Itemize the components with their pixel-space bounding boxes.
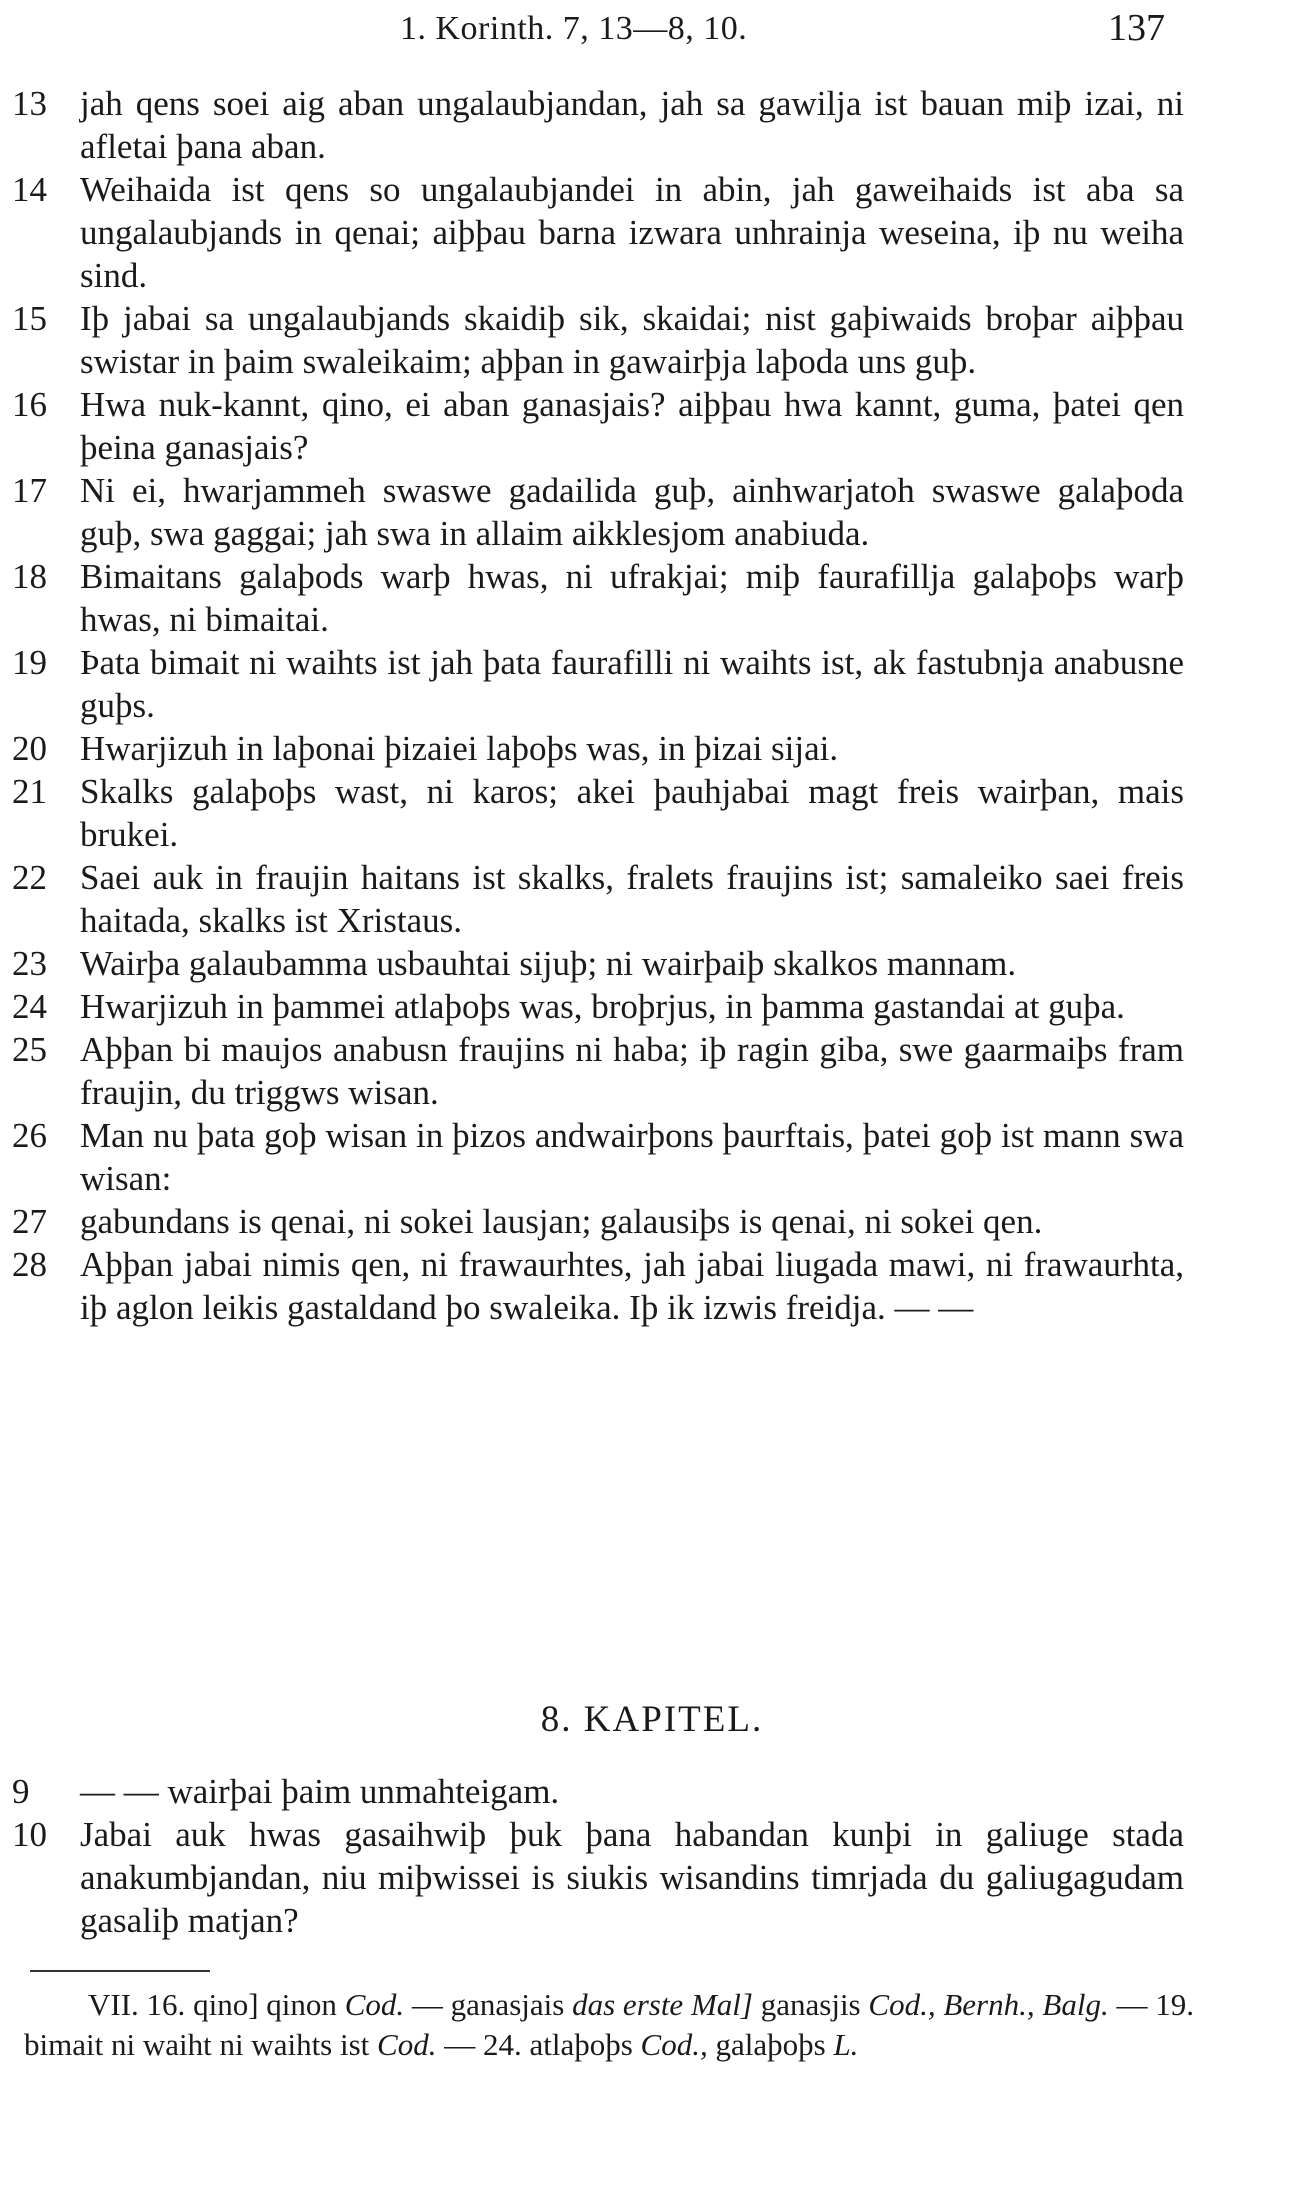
verse-text: — — wairþai þaim unmahteigam. [80, 1772, 560, 1811]
footnote-text: — ganasjais [404, 1987, 573, 2022]
verse [0, 727, 1184, 770]
running-head [0, 6, 1304, 56]
footnote-siglum: L. [833, 2027, 859, 2062]
verse-number: 27 [12, 1202, 47, 1241]
verse-text: Iþ jabai sa ungalaubjands skaidiþ sik, skaidai; nist gaþiwaids broþar aiþþau swistar in þaim swaleikaim; aþþan in gawairþja laþoda uns guþ. [80, 299, 1184, 381]
verse-text: Saei auk in fraujin haitans ist skalks, fralets fraujins ist; samaleiko saei freis haitada, skalks ist Xristaus. [80, 858, 1184, 940]
verse-text: Skalks galaþoþs wast, ni karos; akei þauhjabai magt freis wairþan, mais brukei. [80, 772, 1184, 854]
verse-text: Aþþan bi maujos anabusn fraujins ni haba; iþ ragin giba, swe gaarmaiþs fram fraujin, du triggws wisan. [80, 1030, 1184, 1112]
verse-number: 23 [12, 944, 47, 983]
footnote-text: galaþoþs [707, 2027, 834, 2062]
footnote-siglum: Cod. [377, 2027, 437, 2062]
footnote-remark: das erste Mal] [572, 1987, 753, 2022]
verse-number: 15 [12, 299, 47, 338]
verse-number: 25 [12, 1030, 47, 1069]
verse-number: 17 [12, 471, 47, 510]
verse [0, 1200, 1184, 1243]
footnote-text: — 24. atlaþoþs [436, 2027, 641, 2062]
verse-text: Jabai auk hwas gasaihwiþ þuk þana habandan kunþi in galiuge stada anakumbjandan, niu miþwissei is siukis wisandins timrjada du galiugagudam gasaliþ matjan? [80, 1815, 1184, 1940]
verse-text: Þata bimait ni waihts ist jah þata faurafilli ni waihts ist, ak fastubnja anabusne guþs. [80, 643, 1184, 725]
footnotes [24, 1985, 1194, 2065]
verse-text: Wairþa galaubamma usbauhtai sijuþ; ni wairþaiþ skalkos mannam. [80, 944, 1017, 983]
verse-number: 9 [12, 1772, 30, 1811]
verse-number: 21 [12, 772, 47, 811]
verse-text: Aþþan jabai nimis qen, ni frawaurhtes, jah jabai liugada mawi, ni frawaurhta, iþ aglon leikis gastaldand þo swaleika. Iþ ik izwis freidja. — — [80, 1245, 1184, 1327]
verse-text: Hwa nuk-kannt, qino, ei aban ganasjais? aiþþau hwa kannt, guma, þatei qen þeina ganasjais? [80, 385, 1184, 467]
running-head-title: 1. Korinth. 7, 13—8, 10. [400, 10, 748, 47]
page-number: 137 [1108, 7, 1165, 49]
verse-number: 19 [12, 643, 47, 682]
footnote-text: VII. 16. qino] qinon [88, 1987, 345, 2022]
chapter-8-verses [0, 1770, 1304, 1942]
verse [0, 1243, 1184, 1329]
verse [0, 1028, 1184, 1114]
chapter-heading: 8. KAPITEL. [540, 1699, 764, 1740]
chapter-7-verses [0, 82, 1304, 1329]
verse-text: Ni ei, hwarjammeh swaswe gadailida guþ, ainhwarjatoh swaswe galaþoda guþ, swa gaggai; jah swa in allaim aikklesjom anabiuda. [80, 471, 1184, 553]
verse [0, 856, 1184, 942]
verse-number: 13 [12, 84, 47, 123]
verse-number: 26 [12, 1116, 47, 1155]
footnote-text [24, 1987, 88, 2022]
verse [0, 1770, 1184, 1813]
verse-text: jah qens soei aig aban ungalaubjandan, jah sa gawilja ist bauan miþ izai, ni afletai þana aban. [80, 84, 1184, 166]
footnote-text: — 19. bimait ni waiht ni waihts ist [24, 1987, 1195, 2062]
verse [0, 555, 1184, 641]
verse-number: 20 [12, 729, 47, 768]
footnote-siglum: Cod., [640, 2027, 708, 2062]
verse [0, 942, 1184, 985]
verse [0, 469, 1184, 555]
verse-text: gabundans is qenai, ni sokei lausjan; galausiþs is qenai, ni sokei qen. [80, 1202, 1043, 1241]
verse-text: Hwarjizuh in laþonai þizaiei laþoþs was, in þizai sijai. [80, 729, 839, 768]
verse [0, 641, 1184, 727]
verse-text: Weihaida ist qens so ungalaubjandei in abin, jah gaweihaids ist aba sa ungalaubjands in qenai; aiþþau barna izwara unhrainja weseina, iþ nu weiha sind. [80, 170, 1184, 295]
verse-number: 24 [12, 987, 47, 1026]
verse [0, 1813, 1184, 1942]
footnote-siglum: Cod., Bernh., Balg. [868, 1987, 1109, 2022]
footnote-rule [30, 1970, 210, 1972]
verse [0, 383, 1184, 469]
verse-number: 28 [12, 1245, 47, 1284]
verse-number: 14 [12, 170, 47, 209]
verse-number: 22 [12, 858, 47, 897]
verse-text: Man nu þata goþ wisan in þizos andwairþons þaurftais, þatei goþ ist mann swa wisan: [80, 1116, 1184, 1198]
footnote-siglum: Cod. [344, 1987, 405, 2022]
verse [0, 168, 1184, 297]
verse [0, 1114, 1184, 1200]
verse-text: Bimaitans galaþods warþ hwas, ni ufrakjai; miþ faurafillja galaþoþs warþ hwas, ni bimaitai. [80, 557, 1184, 639]
verse [0, 985, 1184, 1028]
verse-number: 16 [12, 385, 47, 424]
verse-number: 18 [12, 557, 47, 596]
verse [0, 82, 1184, 168]
verse-number: 10 [12, 1815, 47, 1854]
verse-text: Hwarjizuh in þammei atlaþoþs was, broþrjus, in þamma gastandai at guþa. [80, 987, 1125, 1026]
verse [0, 297, 1184, 383]
footnote-text: ganasjis [752, 1987, 869, 2022]
verse [0, 770, 1184, 856]
